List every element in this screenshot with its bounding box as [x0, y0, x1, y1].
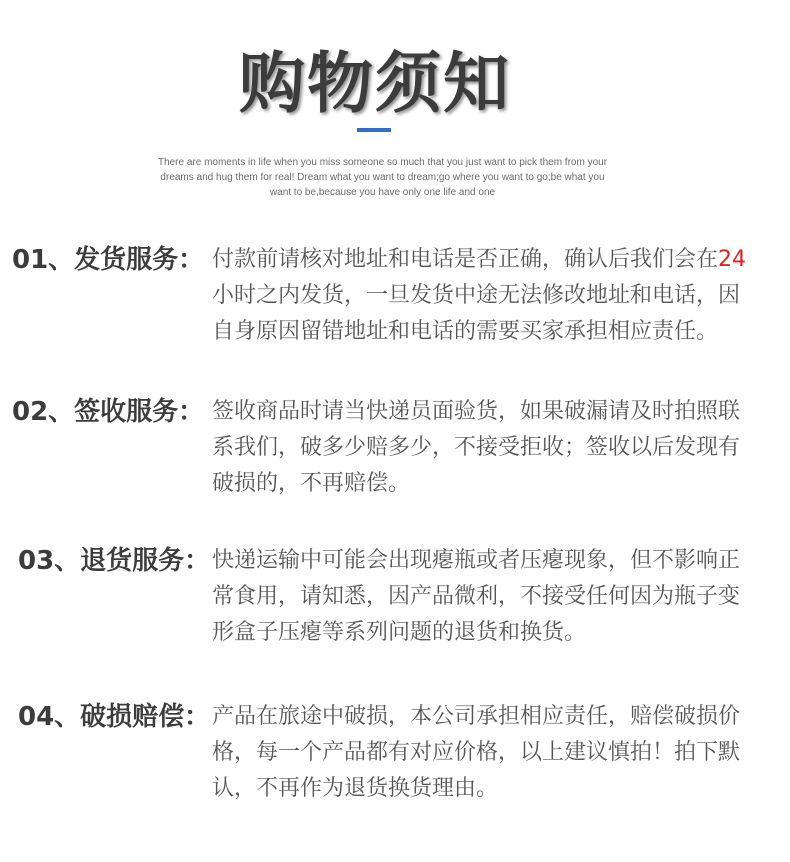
body-line: 格，每一个产品都有对应价格，以上建议慎拍！拍下默	[212, 740, 741, 765]
section-label: 01、发货服务：	[12, 245, 205, 275]
body-line: 小时之内发货，一旦发货中途无法修改地址和电话，因	[212, 283, 741, 308]
body-line	[212, 242, 762, 278]
body-line: 认，不再作为退货换货理由。	[212, 776, 499, 801]
title-underline	[357, 128, 391, 132]
section-body	[212, 394, 762, 502]
section-body	[212, 242, 762, 350]
subtitle-line: want to be,because you have only one life and one	[269, 187, 496, 198]
section-damage	[0, 699, 790, 809]
section-label: 03、退货服务：	[18, 546, 211, 576]
section-label: 02、签收服务：	[12, 397, 205, 427]
section-body	[212, 699, 762, 807]
subtitle	[125, 155, 640, 200]
body-text: 付款前请核对地址和电话是否正确，确认后我们会在	[212, 247, 719, 272]
section-receipt	[0, 394, 790, 504]
body-line: 常食用，请知悉，因产品微利，不接受任何因为瓶子变	[212, 584, 741, 609]
body-line: 形盒子压瘪等系列问题的退货和换货。	[212, 620, 587, 645]
section-returns	[0, 543, 790, 653]
body-line: 产品在旅途中破损，本公司承担相应责任，赔偿破损价	[212, 704, 741, 729]
section-body	[212, 543, 762, 651]
highlight-number: 24	[718, 247, 747, 272]
body-line: 快递运输中可能会出现瘪瓶或者压瘪现象，但不影响正	[212, 548, 741, 573]
section-label: 04、破损赔偿：	[18, 702, 211, 732]
body-line: 自身原因留错地址和电话的需要买家承担相应责任。	[212, 319, 719, 344]
subtitle-line: There are moments in life when you miss someone so much that you just want to pick them from your	[157, 157, 608, 168]
body-line: 签收商品时请当快递员面验货，如果破漏请及时拍照联	[212, 399, 741, 424]
section-shipping	[0, 242, 790, 352]
subtitle-line: dreams and hug them for real! Dream what you want to dream;go where you want to go;be what you	[160, 172, 605, 183]
body-line: 系我们，破多少赔多少，不接受拒收；签收以后发现有	[212, 435, 741, 460]
body-line: 破损的，不再赔偿。	[212, 471, 411, 496]
page-title: 购物须知	[239, 45, 511, 122]
